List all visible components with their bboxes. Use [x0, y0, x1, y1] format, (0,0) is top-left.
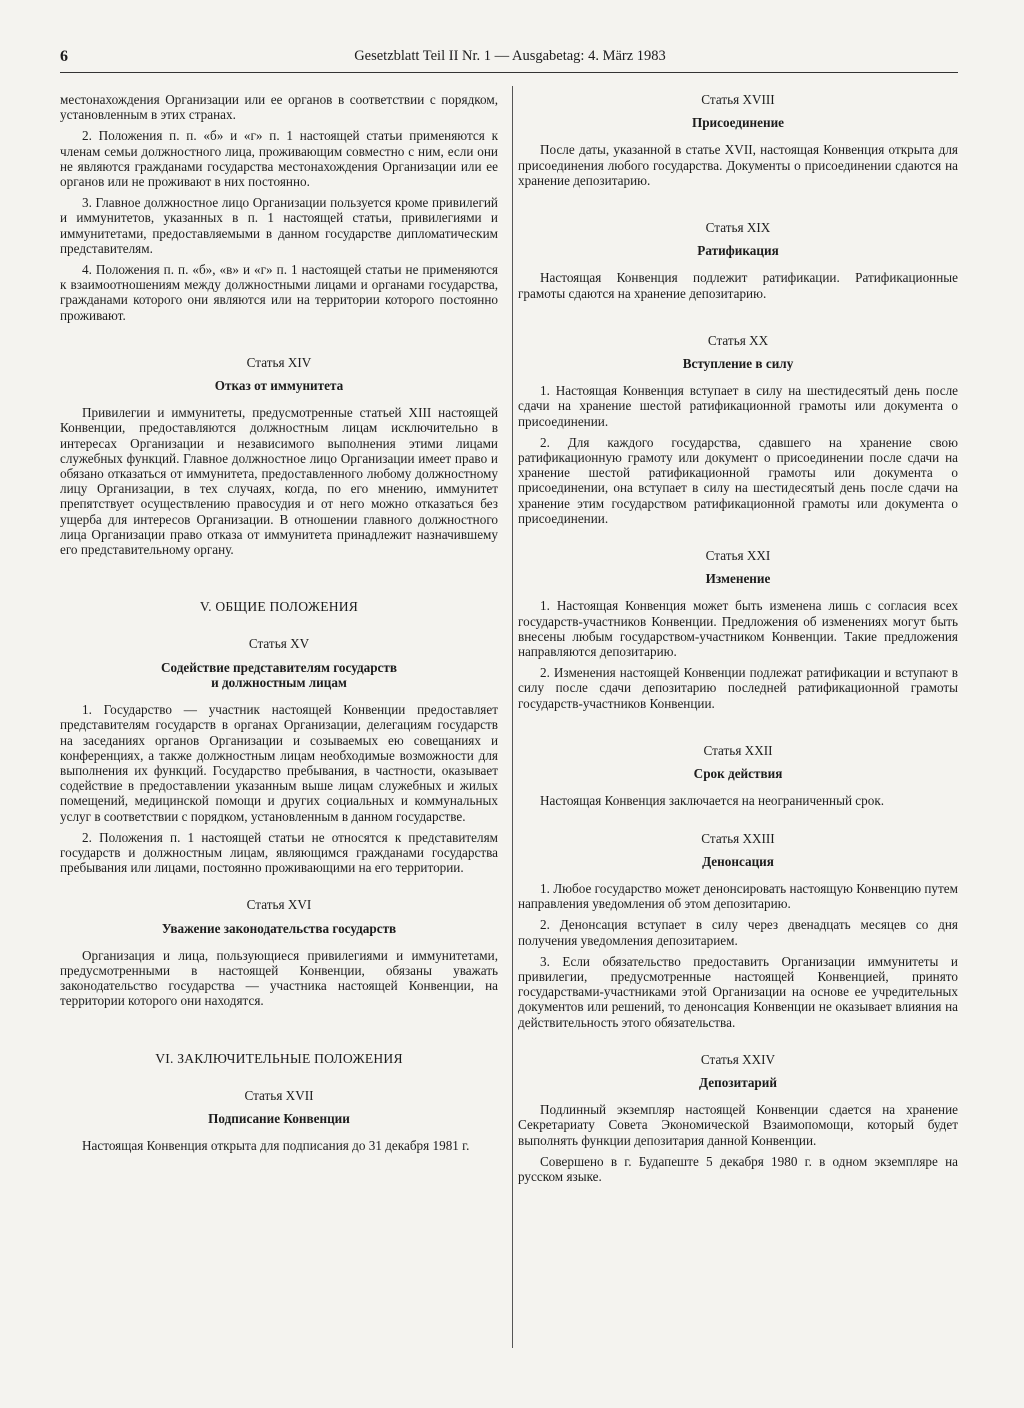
header-title: Gesetzblatt Teil II Nr. 1 — Ausgabetag: 4. März 1983 — [354, 48, 666, 64]
column-divider — [512, 86, 513, 1348]
paragraph: 2. Денонсация вступает в силу через двенадцать месяцев со дня получения уведомления депозитарием. — [518, 917, 958, 948]
article-title: Уважение законодательства государств — [161, 920, 397, 936]
article-number: Статья XIX — [705, 220, 771, 236]
paragraph: 2. Положения п. п. «б» и «г» п. 1 настоящей статьи применяются к членам семьи должностного лица, проживающим совместно с ним, если они не являются гражданами государства местонахождения Организации или ее органов или не проживают в них постоянно. — [60, 128, 498, 190]
article-title: Вступление в силу — [682, 356, 794, 372]
paragraph: местонахождения Организации или ее органов в соответствии с порядком, установленным в этих странах. — [60, 92, 498, 123]
page-header — [60, 48, 960, 70]
paragraph: 2. Для каждого государства, сдавшего на хранение свою ратификационную грамоту или документ о присоединении после сдачи на хранение шестой ратификационной грамоты или документа о присоединении, она вступает в силу на шестидесятый день после сдачи на хранение этим государством ратификационной грамоты или документа о присоединении. — [518, 434, 958, 526]
paragraph: Настоящая Конвенция заключается на неограниченный срок. — [540, 793, 885, 809]
article-title: Денонсация — [702, 853, 774, 869]
article-number: Статья XXIII — [701, 830, 775, 846]
article-number: Статья XVII — [244, 1087, 314, 1103]
right-column — [518, 92, 958, 1190]
article-number: Статья XXII — [703, 742, 773, 758]
paragraph: 4. Положения п. п. «б», «в» и «г» п. 1 настоящей статьи не применяются к взаимоотношениям между должностными лицами и органами государства, гражданами которого они являются или на территории которого постоянно проживают. — [60, 262, 498, 323]
left-column — [60, 92, 498, 1159]
article-number: Статья XVI — [246, 897, 312, 913]
paragraph: Настоящая Конвенция подлежит ратификации. Ратификационные грамоты сдаются на хранение депозитарию. — [518, 270, 958, 301]
article-title: Изменение — [705, 571, 771, 587]
article-number: Статья XV — [248, 636, 310, 652]
article-title: Депозитарий — [699, 1074, 777, 1090]
paragraph: 3. Если обязательство предоставить Организации иммунитеты и привилегии, предусмотренные настоящей Конвенцией, принято государствами-участниками этой Организации на основе ее учредительных документов или решений, то денонсация Конвенции не оказывает влияния на действительность этого обязательства. — [518, 953, 958, 1030]
article-title: Присоединение — [691, 115, 785, 131]
page-number: 6 — [60, 48, 68, 65]
paragraph: 2. Изменения настоящей Конвенции подлежат ратификации и вступают в силу после сдачи депозитарию последней ратификационной грамоты государств-участников Конвенции. — [518, 665, 958, 711]
header-rule — [60, 72, 958, 73]
paragraph: 1. Государство — участник настоящей Конвенции предоставляет представителям государств в органах Организации, делегациям государств на заседаниях органов Организации и созываемых ею совещаниях и конференциях, а также должностным лицам необходимые возможности для выполнения их функций. Государство пребывания, в частности, оказывает содействие в предоставлении указанным выше лицам служебных и жилых помещений, медицинской помощи и других социальных и коммунальных услуг в соответствии с порядком, установленным в данном государстве. — [60, 702, 498, 824]
article-title: Срок действия — [693, 766, 783, 782]
section-title: V. ОБЩИЕ ПОЛОЖЕНИЯ — [199, 599, 359, 615]
paragraph: 2. Положения п. 1 настоящей статьи не относятся к представителям государств и должностным лицам, являющимся гражданами государства пребывания или лицами, постоянно проживающими на его территории. — [60, 829, 498, 876]
paragraph: Настоящая Конвенция открыта для подписания до 31 декабря 1981 г. — [82, 1138, 470, 1154]
article-title: Ратификация — [697, 243, 779, 259]
article-number: Статья XXI — [705, 548, 771, 564]
article-number: Статья XVIII — [701, 92, 775, 107]
paragraph: 3. Главное должностное лицо Организации пользуется кроме привилегий и иммунитетов, указанных в п. 1 настоящей статьи, привилегиями и иммунитетами, предоставляемыми в данном государстве дипломатическим представителям. — [60, 195, 498, 256]
paragraph: 1. Любое государство может денонсировать настоящую Конвенцию путем направления уведомления об этом депозитарию. — [518, 880, 958, 912]
article-title: Содействие представителям государств — [160, 659, 398, 675]
article-number: Статья XXIV — [700, 1051, 776, 1067]
article-title: Подписание Конвенции — [208, 1110, 350, 1126]
paragraph: 1. Настоящая Конвенция вступает в силу на шестидесятый день после сдачи на хранение шестой ратификационной грамоты или документа о присоединении. — [518, 383, 958, 429]
paragraph: После даты, указанной в статье XVII, настоящая Конвенция открыта для присоединения любого государства. Документы о присоединении сдаются на хранение депозитарию. — [518, 142, 958, 188]
paragraph: Привилегии и иммунитеты, предусмотренные статьей XIII настоящей Конвенции, предоставляются должностным лицам исключительно в интересах Организации и независимого выполнения этими лицами служебных функций. Главное должностное лицо Организации имеет право и обязано отказаться от иммунитета, предоставленного любому должностному лицу Организации, в тех случаях, когда, по его мнению, иммунитет препятствует осуществлению правосудия и от него можно отказаться без ущерба для интересов Организации. В отношении главного должностного лица Организации право отказа от иммунитета принадлежит назначившему его представительному органу. — [60, 405, 498, 558]
article-number: Статья XIV — [246, 354, 312, 370]
article-title: Отказ от иммунитета — [214, 378, 344, 394]
section-title: VI. ЗАКЛЮЧИТЕЛЬНЫЕ ПОЛОЖЕНИЯ — [155, 1050, 403, 1066]
article-title-line-2: и должностным лицам — [211, 674, 347, 690]
paragraph: Организация и лица, пользующиеся привилегиями и иммунитетами, предусмотренными в настоящей Конвенции, обязаны уважать законодательство государства — участника настоящей Конвенции, на территории которого они находятся. — [60, 947, 498, 1009]
paragraph: Подлинный экземпляр настоящей Конвенции сдается на хранение Секретариату Совета Экономической Взаимопомощи, который будет выполнять функции депозитария данной Конвенции. — [518, 1102, 958, 1148]
paragraph: 1. Настоящая Конвенция может быть изменена лишь с согласия всех государств-участников Конвенции. Предложения об изменениях могут быть внесены любым государством-участником Конвенции. Такие предложения направляются депозитарию. — [518, 598, 958, 660]
article-number: Статья XX — [707, 332, 769, 348]
paragraph: Совершено в г. Будапеште 5 декабря 1980 г. в одном экземпляре на русском языке. — [518, 1153, 958, 1184]
